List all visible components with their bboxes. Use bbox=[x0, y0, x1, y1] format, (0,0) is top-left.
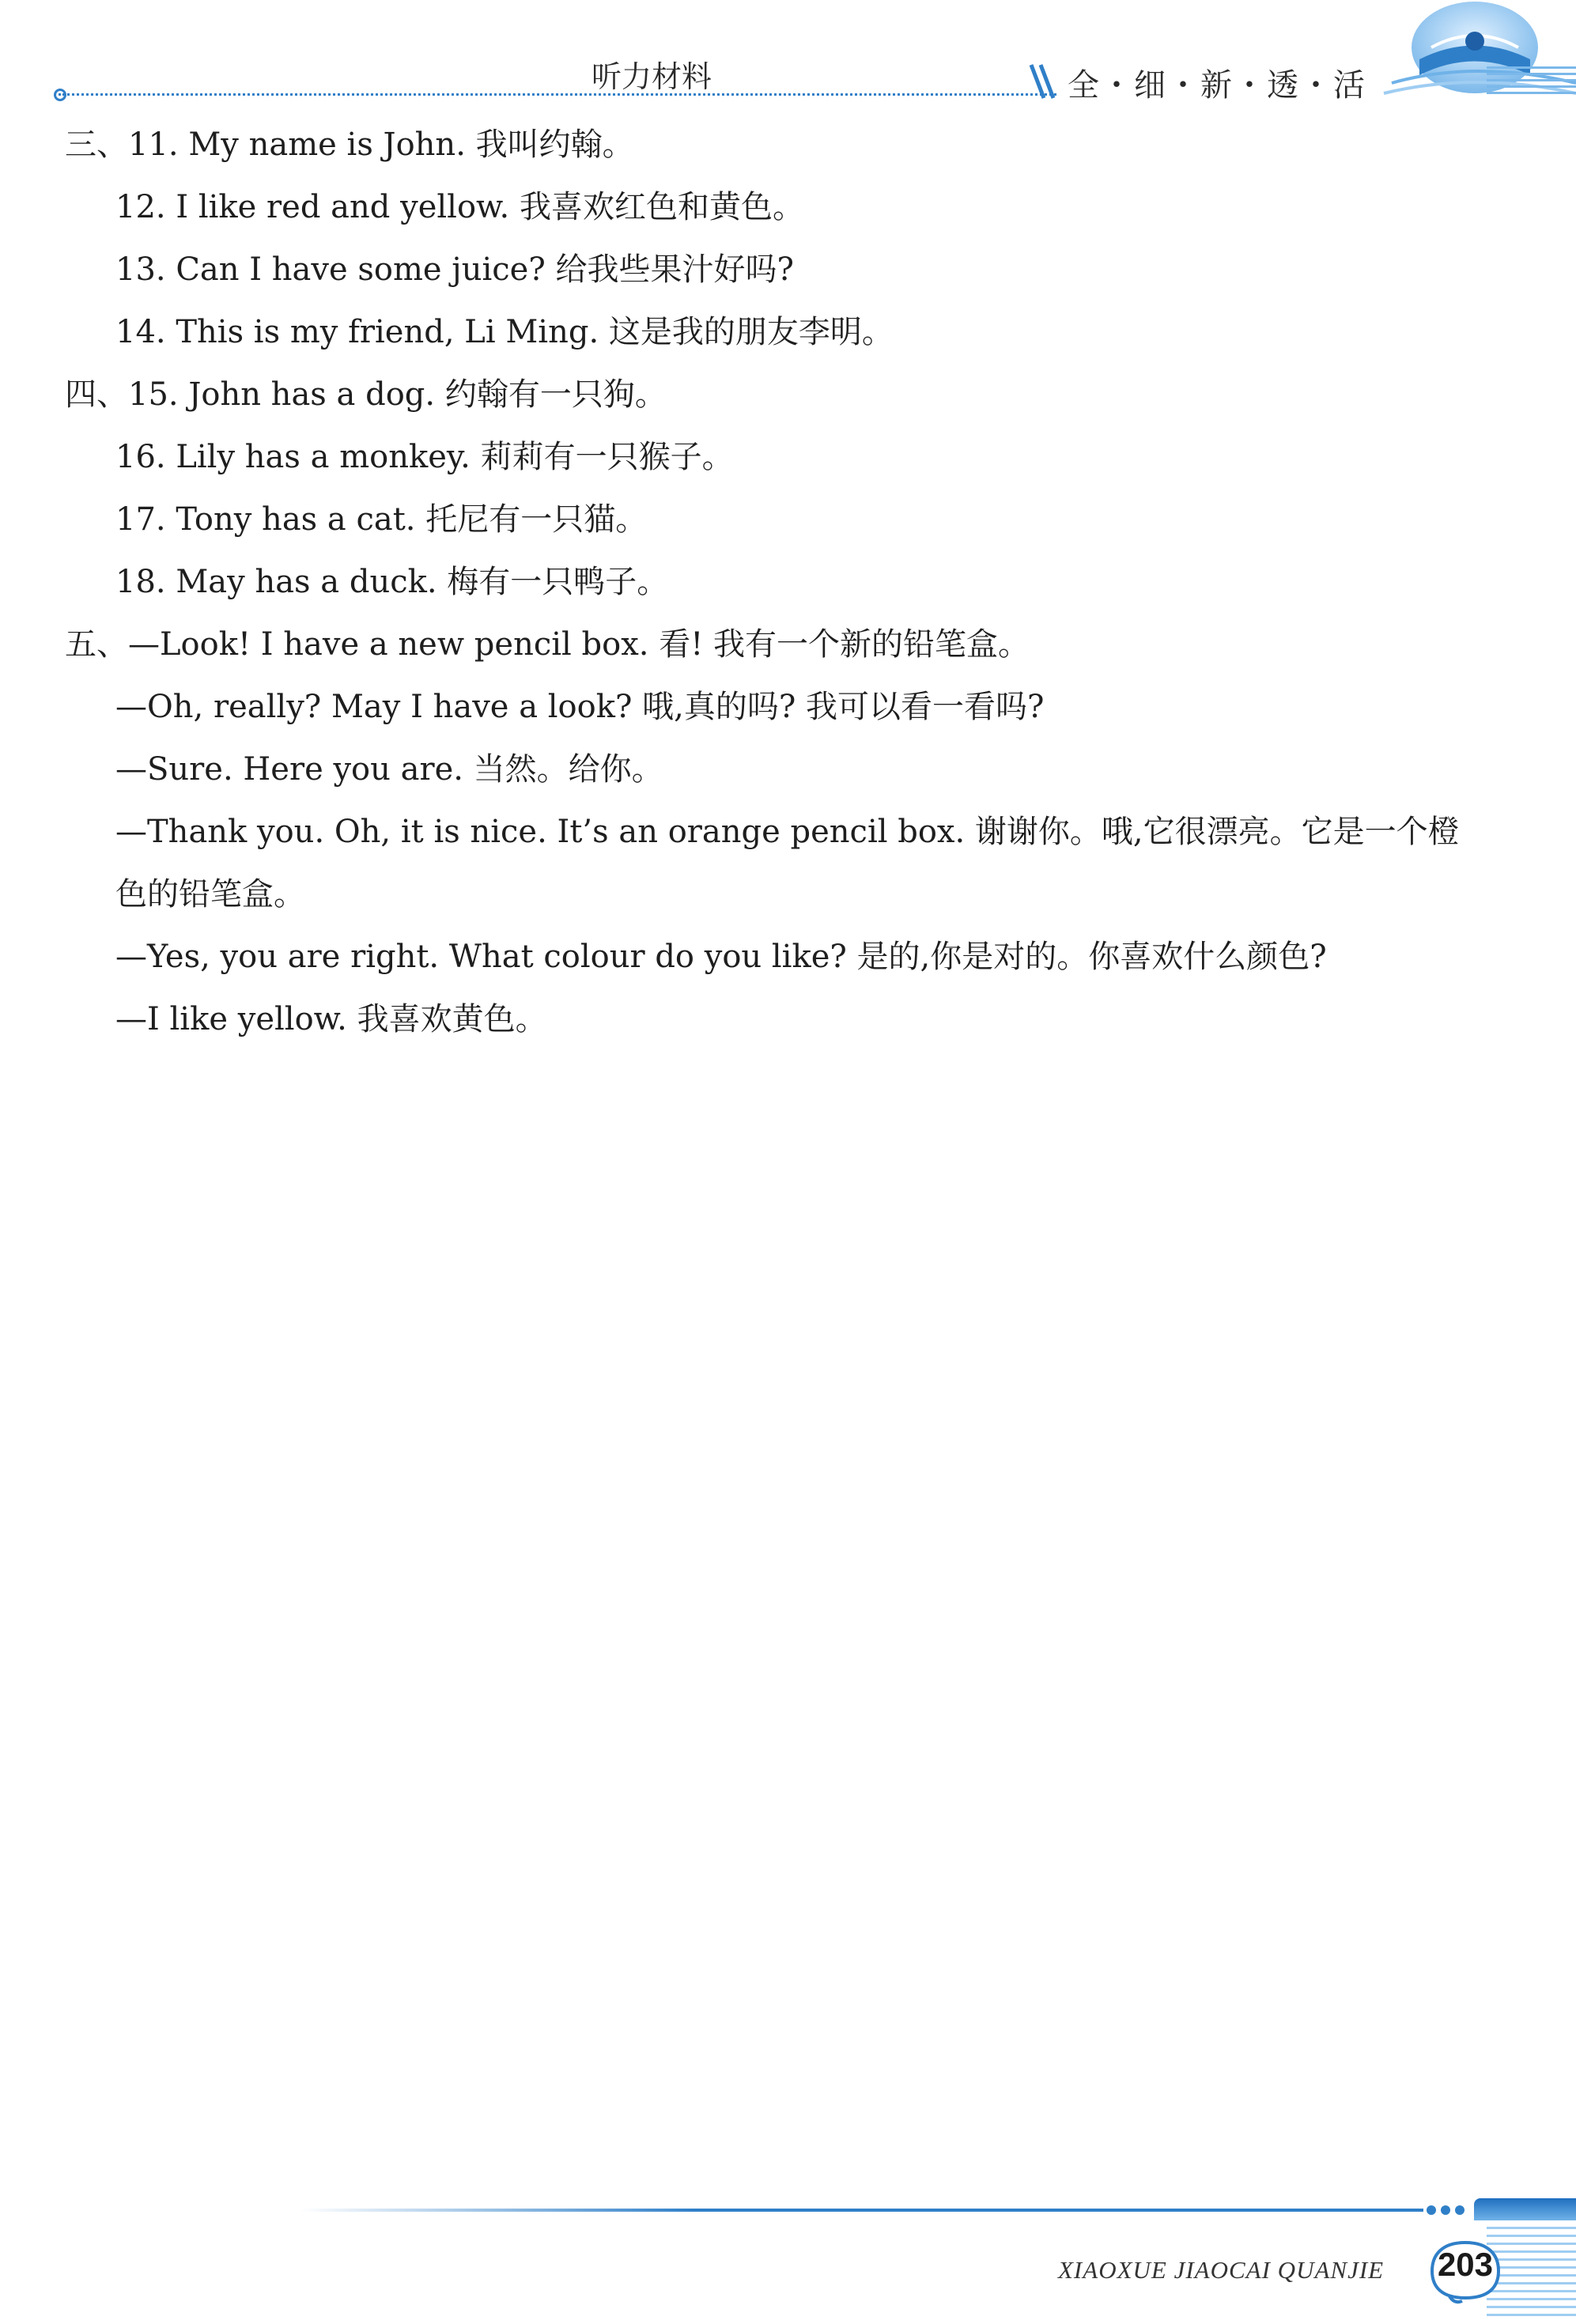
footer-rule-fade bbox=[300, 2209, 696, 2213]
script-line: 16. Lily has a monkey. 莉莉有一只猴子。 bbox=[115, 439, 734, 475]
dialogue-line: —Oh, really? May I have a look? 哦,真的吗? 我可以看一看吗? bbox=[115, 689, 1045, 725]
dialogue-line: 色的铅笔盒。 bbox=[115, 876, 305, 913]
header-title: 听力材料 bbox=[591, 59, 712, 94]
dialogue-line: —Yes, you are right. What colour do you like? 是的,你是对的。你喜欢什么颜色? bbox=[115, 939, 1327, 975]
footer-dots-decoration bbox=[1423, 2201, 1471, 2219]
script-line: 14. This is my friend, Li Ming. 这是我的朋友李明。 bbox=[115, 314, 894, 350]
header-dotted-rule bbox=[59, 93, 1056, 96]
footer-brand-text: XIAOXUE JIAOCAI QUANJIE bbox=[1058, 2256, 1385, 2284]
script-line: 18. May has a duck. 梅有一只鸭子。 bbox=[115, 564, 669, 600]
dialogue-line: 五、—Look! I have a new pencil box. 看! 我有一个新的铅笔盒。 bbox=[65, 626, 1030, 663]
dialogue-line: —Thank you. Oh, it is nice. It’s an orange pencil box. 谢谢你。哦,它很漂亮。它是一个橙 bbox=[115, 814, 1460, 850]
header-stripes-decoration bbox=[1487, 62, 1576, 101]
header-motto: 全・细・新・透・活 bbox=[1068, 67, 1366, 104]
script-line: 17. Tony has a cat. 托尼有一只猫。 bbox=[115, 501, 648, 538]
double-slash-icon bbox=[1028, 62, 1060, 101]
script-line: 13. Can I have some juice? 给我些果汁好吗? bbox=[115, 251, 794, 288]
dialogue-line: —Sure. Here you are. 当然。给你。 bbox=[115, 751, 663, 788]
script-line: 三、11. My name is John. 我叫约翰。 bbox=[65, 127, 634, 163]
script-line: 四、15. John has a dog. 约翰有一只狗。 bbox=[65, 376, 667, 413]
footer-accent-bar bbox=[1474, 2198, 1576, 2220]
dialogue-line: —I like yellow. 我喜欢黄色。 bbox=[115, 1001, 547, 1037]
script-line: 12. I like red and yellow. 我喜欢红色和黄色。 bbox=[115, 189, 804, 225]
page-number: 203 bbox=[1437, 2246, 1494, 2283]
